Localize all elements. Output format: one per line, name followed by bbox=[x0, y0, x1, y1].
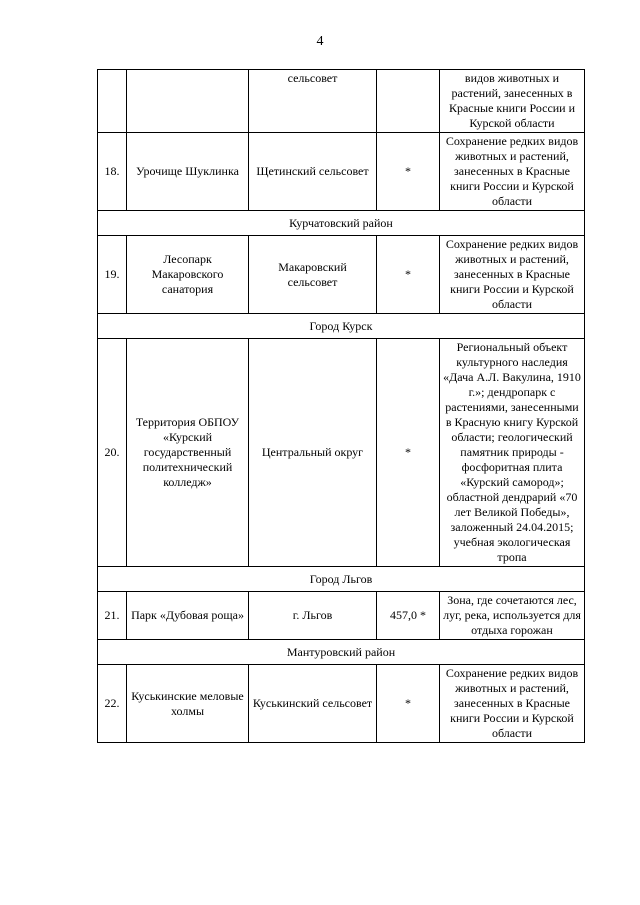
page-number: 4 bbox=[316, 34, 324, 49]
section-title: Курчатовский район bbox=[98, 211, 585, 236]
section-title: Мантуровский район bbox=[98, 640, 585, 665]
area-purpose: видов животных и растений, занесенных в Красные книги России и Курской области bbox=[440, 70, 585, 133]
row-number: 20. bbox=[98, 339, 127, 567]
area-name: Лесопарк Макаровского санатория bbox=[127, 236, 249, 314]
area-size: * bbox=[377, 133, 440, 211]
section-row bbox=[98, 314, 585, 339]
area-purpose: Региональный объект культурного наследия «Дача А.Л. Вакулина, 1910 г.»; дендропарк с растениями, занесенными в Красную книгу Курской области; геологический памятник природы - фосфоритная плита «Курский самород»; областной дендрарий «70 лет Великой Победы», заложенный 24.04.2015; учебная экологическая тропа bbox=[440, 339, 585, 567]
area-size: * bbox=[377, 665, 440, 743]
section-row bbox=[98, 567, 585, 592]
table-row bbox=[98, 339, 585, 567]
area-name: Куськинские меловые холмы bbox=[127, 665, 249, 743]
section-row bbox=[98, 211, 585, 236]
section-row bbox=[98, 640, 585, 665]
area-size: * bbox=[377, 339, 440, 567]
row-number: 18. bbox=[98, 133, 127, 211]
area-location: г. Льгов bbox=[249, 592, 377, 640]
table-row bbox=[98, 592, 585, 640]
area-location: сельсовет bbox=[249, 70, 377, 133]
area-name: Территория ОБПОУ «Курский государственный политехнический колледж» bbox=[127, 339, 249, 567]
table-row bbox=[98, 236, 585, 314]
table-row bbox=[98, 133, 585, 211]
row-number: 21. bbox=[98, 592, 127, 640]
row-number: 19. bbox=[98, 236, 127, 314]
row-number: 22. bbox=[98, 665, 127, 743]
table-row bbox=[98, 665, 585, 743]
area-purpose: Сохранение редких видов животных и растений, занесенных в Красные книги России и Курской области bbox=[440, 133, 585, 211]
area-location: Центральный округ bbox=[249, 339, 377, 567]
area-name: Парк «Дубовая роща» bbox=[127, 592, 249, 640]
area-location: Макаровский сельсовет bbox=[249, 236, 377, 314]
section-title: Город Курск bbox=[98, 314, 585, 339]
protected-areas-table bbox=[97, 69, 585, 743]
area-size: * bbox=[377, 236, 440, 314]
area-location: Щетинский сельсовет bbox=[249, 133, 377, 211]
area-purpose: Зона, где сочетаются лес, луг, река, используется для отдыха горожан bbox=[440, 592, 585, 640]
area-purpose: Сохранение редких видов животных и растений, занесенных в Красные книги России и Курской области bbox=[440, 236, 585, 314]
area-size bbox=[377, 70, 440, 133]
row-number bbox=[98, 70, 127, 133]
area-location: Куськинский сельсовет bbox=[249, 665, 377, 743]
area-name bbox=[127, 70, 249, 133]
area-purpose: Сохранение редких видов животных и растений, занесенных в Красные книги России и Курской области bbox=[440, 665, 585, 743]
area-size: 457,0 * bbox=[377, 592, 440, 640]
table-row bbox=[98, 70, 585, 133]
area-name: Урочище Шуклинка bbox=[127, 133, 249, 211]
section-title: Город Льгов bbox=[98, 567, 585, 592]
